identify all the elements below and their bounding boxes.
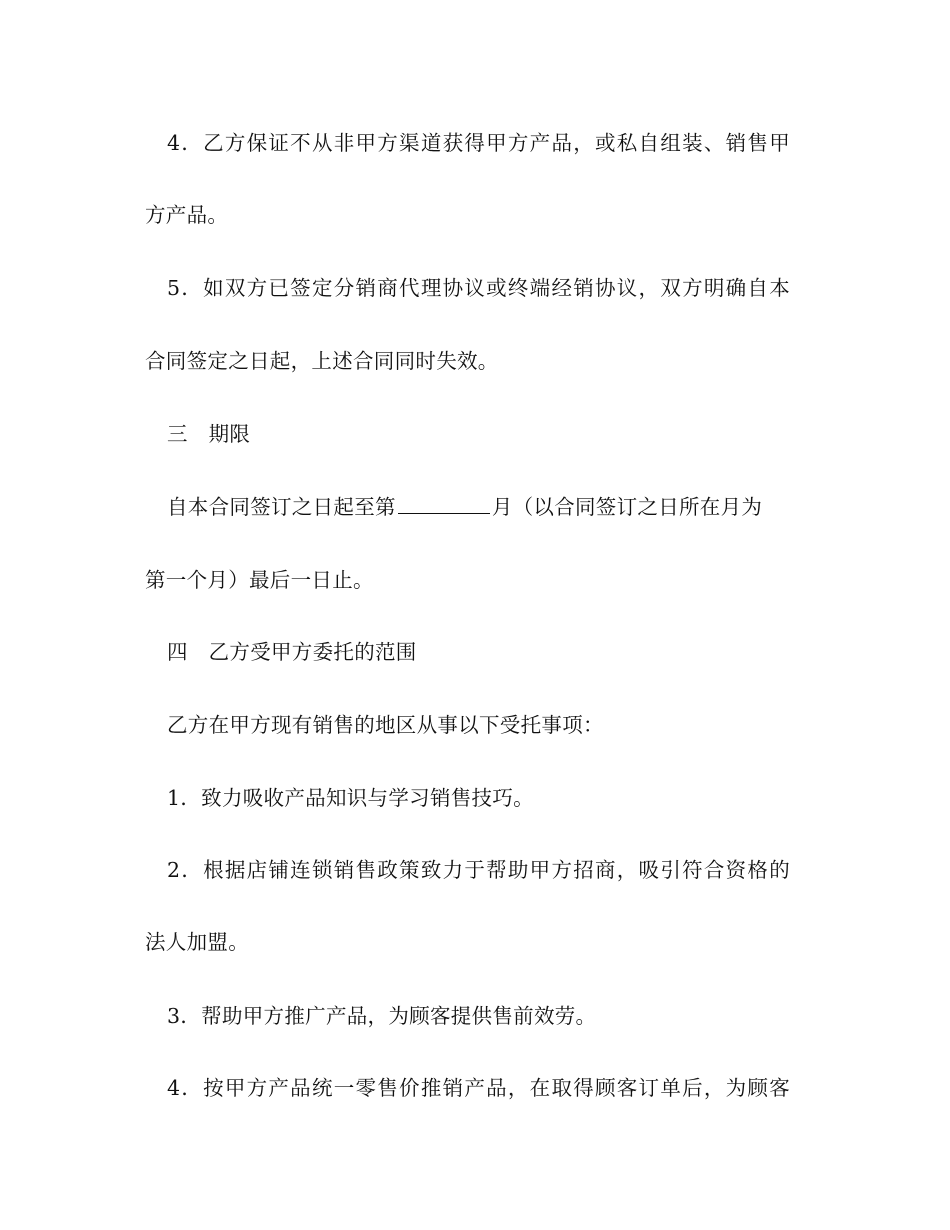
scope-item-3: 3．帮助甲方推广产品，为顾客提供售前效劳。 (167, 1004, 597, 1028)
section-4-heading: 四 乙方受甲方委托的范围 (167, 640, 417, 664)
month-blank-field (398, 512, 490, 514)
scope-item-2-line-2: 法人加盟。 (145, 930, 249, 954)
term-line-1 (145, 487, 790, 527)
section-3-heading: 三 期限 (167, 422, 251, 446)
scope-item-2-line-1: 2．根据店铺连锁销售政策致力于帮助甲方招商，吸引符合资格的 (167, 858, 790, 882)
clause-5-line-1: 5．如双方已签定分销商代理协议或终端经销协议，双方明确自本 (167, 276, 790, 300)
term-line-2: 第一个月）最后一日止。 (145, 568, 374, 592)
scope-item-4-line-1: 4．按甲方产品统一零售价推销产品，在取得顾客订单后，为顾客 (167, 1076, 790, 1100)
clause-5-line-2: 合同签定之日起，上述合同同时失效。 (145, 349, 499, 373)
scope-item-1: 1．致力吸收产品知识与学习销售技巧。 (167, 786, 534, 810)
term-text-start: 自本合同签订之日起至第 (167, 495, 396, 519)
clause-4-line-1: 4．乙方保证不从非甲方渠道获得甲方产品，或私自组装、销售甲 (167, 131, 790, 155)
clause-4-line-2: 方产品。 (145, 203, 229, 227)
scope-intro: 乙方在甲方现有销售的地区从事以下受托事项： (167, 713, 604, 737)
term-text-end: 月（以合同签订之日所在月为 (491, 495, 763, 519)
